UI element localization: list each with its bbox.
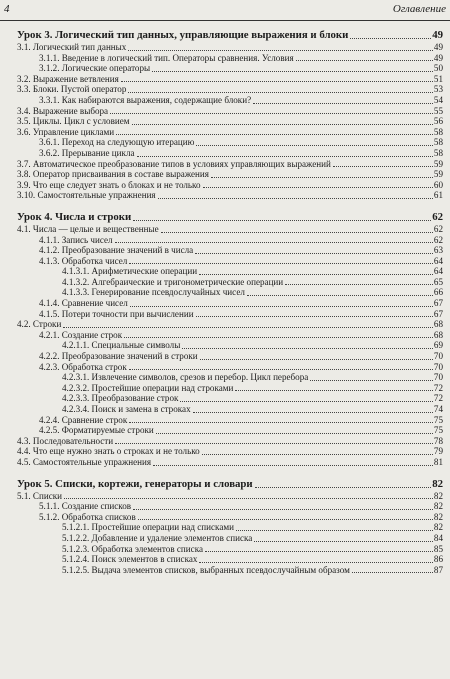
toc-leader-dots [156, 433, 433, 434]
toc-entry-title: 4.1.2. Преобразование значений в числа [39, 245, 194, 256]
toc-leader-dots [161, 232, 433, 233]
page-header [0, 0, 450, 22]
toc-entry [17, 84, 443, 95]
toc-entry [17, 309, 443, 320]
toc-entry [17, 425, 443, 436]
toc-leader-dots [253, 103, 433, 104]
toc-leader-dots [129, 369, 433, 370]
toc-leader-dots [116, 134, 433, 135]
toc-entry [17, 63, 443, 74]
toc-entry [17, 404, 443, 415]
toc-page-number: 85 [433, 543, 443, 554]
toc-page-number: 74 [433, 404, 443, 414]
toc-entry [17, 116, 443, 127]
toc-entry-title: 3.4. Выражение выбора [17, 105, 109, 116]
toc-page-number: 65 [433, 276, 443, 287]
toc-leader-dots [63, 327, 433, 328]
toc-page-number: 58 [433, 137, 443, 148]
toc-leader-dots [180, 401, 432, 402]
toc-entry-title: 4.2.3.2. Простейшие операции над строками [62, 382, 234, 393]
toc-leader-dots [255, 487, 432, 488]
toc-page-number: 58 [433, 147, 443, 158]
toc-page-number: 61 [433, 190, 443, 201]
toc-chapter-heading [17, 211, 443, 224]
toc-leader-dots [128, 92, 433, 93]
toc-leader-dots [129, 263, 433, 264]
toc-entry [17, 436, 443, 447]
toc-page-number: 50 [433, 63, 443, 74]
toc-leader-dots [124, 337, 433, 338]
toc-entry-title: 4.1.5. Потери точности при вычислении [39, 308, 194, 319]
toc-entry-title: 4.1.4. Сравнение чисел [39, 298, 128, 309]
toc-entry [17, 277, 443, 288]
toc-entry [17, 565, 443, 576]
toc-page-number: 67 [433, 298, 443, 309]
toc-leader-dots [130, 306, 433, 307]
toc-entry [17, 266, 443, 277]
toc-entry [17, 393, 443, 404]
toc-leader-dots [121, 81, 433, 82]
toc-entry-title: 3.7. Автоматическое преобразование типов в условиях управляющих выражений [17, 158, 331, 169]
toc-page-number: 70 [433, 361, 443, 372]
toc-page-number: 53 [433, 84, 443, 95]
toc-leader-dots [199, 562, 432, 563]
toc-entry [17, 319, 443, 330]
toc-page-number: 66 [433, 287, 443, 298]
toc-entry-title: 4.1.1. Запись чисел [39, 234, 113, 245]
toc-page-number: 58 [433, 126, 443, 137]
toc-leader-dots [254, 541, 433, 542]
toc-leader-dots [199, 274, 433, 275]
toc-entry [17, 106, 443, 117]
toc-page-number: 59 [433, 169, 443, 180]
toc-entry-title: 4.2.5. Форматируемые строки [39, 425, 154, 436]
toc-leader-dots [200, 359, 433, 360]
toc-page-number: 56 [433, 116, 443, 127]
toc-entry [17, 95, 443, 106]
toc-leader-dots [115, 443, 433, 444]
toc-entry [17, 446, 443, 457]
toc-entry [17, 224, 443, 235]
toc-entry [17, 362, 443, 373]
toc-leader-dots [196, 145, 432, 146]
toc-leader-dots [153, 465, 433, 466]
toc-page-number: 49 [433, 52, 443, 63]
toc-entry-title: 4.5. Самостоятельные упражнения [17, 456, 152, 467]
toc-leader-dots [137, 156, 433, 157]
toc-leader-dots [195, 253, 433, 254]
toc-leader-dots [202, 454, 433, 455]
toc-section [17, 478, 443, 576]
toc-entry-title: 3.1.2. Логические операторы [39, 63, 151, 74]
toc-entry [17, 298, 443, 309]
toc-entry-title: 3.3. Блоки. Пустой оператор [17, 84, 127, 95]
toc-leader-dots [196, 316, 433, 317]
toc-section [17, 211, 443, 468]
toc-entry-title: 3.9. Что еще следует знать о блоках и не только [17, 179, 201, 190]
toc-entry [17, 522, 443, 533]
toc-entry-title: 5.1.2.2. Добавление и удаление элементов списка [62, 532, 253, 543]
toc-page-number: 59 [433, 158, 443, 169]
toc-entry-title: 4.1. Числа — целые и вещественные [17, 223, 159, 234]
toc-leader-dots [64, 498, 433, 499]
toc-page-number: 68 [433, 329, 443, 340]
toc-page-number: 78 [433, 435, 443, 446]
toc-entry-title: 4.1.3.2. Алгебраические и тригонометрические операции [62, 276, 284, 287]
toc-entry-title: 4.3. Последовательности [17, 435, 114, 446]
toc-entry [17, 159, 443, 170]
table-of-contents [17, 29, 443, 585]
toc-entry-title: 4.2.3. Обработка строк [39, 361, 127, 372]
toc-leader-dots [110, 113, 433, 114]
toc-entry [17, 74, 443, 85]
toc-entry-title: 3.6. Управление циклами [17, 126, 115, 137]
toc-entry-title: 4.1.3. Обработка чисел [39, 255, 128, 266]
toc-chapter-heading [17, 478, 443, 491]
toc-page-number: 51 [433, 73, 443, 84]
toc-leader-dots [205, 551, 433, 552]
toc-leader-dots [132, 124, 433, 125]
toc-chapter-heading [17, 29, 443, 42]
toc-page-number: 82 [432, 477, 443, 490]
toc-entry [17, 351, 443, 362]
toc-leader-dots [285, 284, 433, 285]
toc-entry [17, 42, 443, 53]
toc-page-number: 75 [433, 425, 443, 436]
toc-page-number: 72 [433, 393, 443, 404]
toc-entry [17, 491, 443, 502]
toc-leader-dots [133, 220, 431, 221]
toc-leader-dots [247, 295, 433, 296]
toc-entry [17, 512, 443, 523]
toc-entry-title: 4.2.3.4. Поиск и замена в строках [62, 404, 191, 414]
toc-entry-title: 3.8. Оператор присваивания в составе выражения [17, 169, 209, 180]
toc-entry [17, 372, 443, 383]
toc-chapter-title: Урок 5. Списки, кортежи, генераторы и словари [17, 477, 253, 490]
toc-entry-title: 4.2.4. Сравнение строк [39, 414, 128, 425]
toc-page-number: 84 [433, 532, 443, 543]
toc-leader-dots [193, 412, 433, 413]
toc-page-number: 72 [433, 382, 443, 393]
toc-entry [17, 180, 443, 191]
toc-entry-title: 5.1.2.1. Простейшие операции над списками [62, 522, 234, 533]
toc-leader-dots [129, 422, 433, 423]
toc-entry-title: 4.2.3.3. Преобразование строк [62, 393, 179, 404]
toc-leader-dots [333, 166, 433, 167]
toc-page-number: 82 [433, 511, 443, 522]
toc-entry [17, 544, 443, 555]
toc-page-number: 82 [433, 490, 443, 501]
toc-page-number: 79 [433, 446, 443, 457]
toc-entry [17, 330, 443, 341]
toc-entry [17, 415, 443, 426]
toc-leader-dots [236, 530, 433, 531]
toc-entry [17, 287, 443, 298]
toc-entry-title: 3.2. Выражение ветвления [17, 73, 119, 84]
toc-page-number: 49 [432, 29, 443, 41]
toc-entry-title: 3.5. Циклы. Цикл с условием [17, 116, 130, 127]
toc-entry-title: 4.1.3.3. Генерирование псевдослучайных чисел [62, 287, 245, 298]
toc-entry-title: 5.1.2.5. Выдача элементов списков, выбранных псевдослучайным образом [62, 564, 350, 575]
toc-entry-title: 4.2.1.1. Специальные символы [62, 340, 181, 351]
toc-entry-title: 4.2.3.1. Извлечение символов, срезов и перебор. Цикл перебора [62, 372, 309, 383]
toc-leader-dots [296, 60, 433, 61]
toc-page-number: 62 [433, 223, 443, 234]
toc-page-number: 86 [433, 554, 443, 565]
toc-leader-dots [152, 71, 433, 72]
toc-entry [17, 137, 443, 148]
toc-leader-dots [133, 509, 433, 510]
toc-entry-title: 4.2.1. Создание строк [39, 329, 123, 340]
toc-leader-dots [235, 390, 433, 391]
toc-entry [17, 457, 443, 468]
toc-entry-title: 3.1. Логический тип данных [17, 42, 127, 52]
toc-entry [17, 256, 443, 267]
toc-page-number: 55 [433, 105, 443, 116]
toc-page-number: 60 [433, 179, 443, 190]
toc-page-number: 68 [433, 319, 443, 330]
toc-entry [17, 127, 443, 138]
toc-entry [17, 235, 443, 246]
toc-entry-title: 3.1.1. Введение в логический тип. Операторы сравнения. Условия [39, 52, 294, 63]
toc-chapter-title: Урок 4. Числа и строки [17, 210, 132, 223]
running-title: Оглавление [392, 3, 446, 15]
page-number: 4 [4, 3, 10, 15]
toc-entry [17, 53, 443, 64]
toc-leader-dots [158, 198, 433, 199]
toc-entry-title: 4.2. Строки [17, 319, 62, 330]
toc-entry-title: 5.1.1. Создание списков [39, 501, 132, 512]
toc-entry [17, 383, 443, 394]
toc-page-number: 69 [433, 340, 443, 351]
toc-page-number: 70 [433, 372, 443, 383]
toc-leader-dots [310, 380, 433, 381]
toc-page-number: 75 [433, 414, 443, 425]
toc-page-number: 87 [433, 564, 443, 575]
toc-leader-dots [211, 177, 433, 178]
toc-section [17, 29, 443, 201]
toc-entry [17, 501, 443, 512]
toc-chapter-title: Урок 3. Логический тип данных, управляющие выражения и блоки [17, 29, 349, 41]
toc-page-number: 63 [433, 245, 443, 256]
toc-entry-title: 4.1.3.1. Арифметические операции [62, 266, 198, 277]
toc-entry [17, 169, 443, 180]
toc-entry-title: 5.1. Списки [17, 490, 63, 501]
toc-entry [17, 533, 443, 544]
toc-page-number: 82 [433, 522, 443, 533]
toc-page-number: 82 [433, 501, 443, 512]
toc-leader-dots [115, 242, 433, 243]
toc-leader-dots [352, 572, 433, 573]
toc-entry [17, 554, 443, 565]
toc-page-number: 49 [433, 42, 443, 52]
toc-entry-title: 5.1.2.4. Поиск элементов в списках [62, 554, 198, 565]
toc-entry-title: 3.3.1. Как набираются выражения, содержащие блоки? [39, 94, 252, 105]
toc-page-number: 64 [433, 266, 443, 277]
toc-entry-title: 5.1.2.3. Обработка элементов списка [62, 543, 204, 554]
toc-entry-title: 5.1.2. Обработка списков [39, 511, 136, 522]
toc-page-number: 67 [433, 308, 443, 319]
toc-leader-dots [350, 38, 431, 39]
toc-entry [17, 340, 443, 351]
toc-entry [17, 148, 443, 159]
toc-leader-dots [203, 187, 433, 188]
toc-page-number: 62 [433, 234, 443, 245]
toc-entry-title: 3.10. Самостоятельные упражнения [17, 190, 156, 201]
toc-leader-dots [138, 519, 433, 520]
header-rule [0, 20, 450, 21]
toc-page-number: 81 [433, 456, 443, 467]
toc-entry-title: 3.6.2. Прерывание цикла [39, 147, 135, 158]
toc-leader-dots [182, 348, 433, 349]
toc-entry [17, 190, 443, 201]
toc-page-number: 54 [433, 94, 443, 105]
toc-page-number: 64 [433, 255, 443, 266]
toc-leader-dots [128, 50, 433, 51]
toc-page-number: 70 [433, 351, 443, 362]
toc-entry-title: 4.2.2. Преобразование значений в строки [39, 351, 198, 362]
toc-entry-title: 3.6.1. Переход на следующую итерацию [39, 137, 195, 148]
toc-page-number: 62 [432, 210, 443, 223]
toc-entry-title: 4.4. Что еще нужно знать о строках и не только [17, 446, 200, 457]
toc-entry [17, 245, 443, 256]
